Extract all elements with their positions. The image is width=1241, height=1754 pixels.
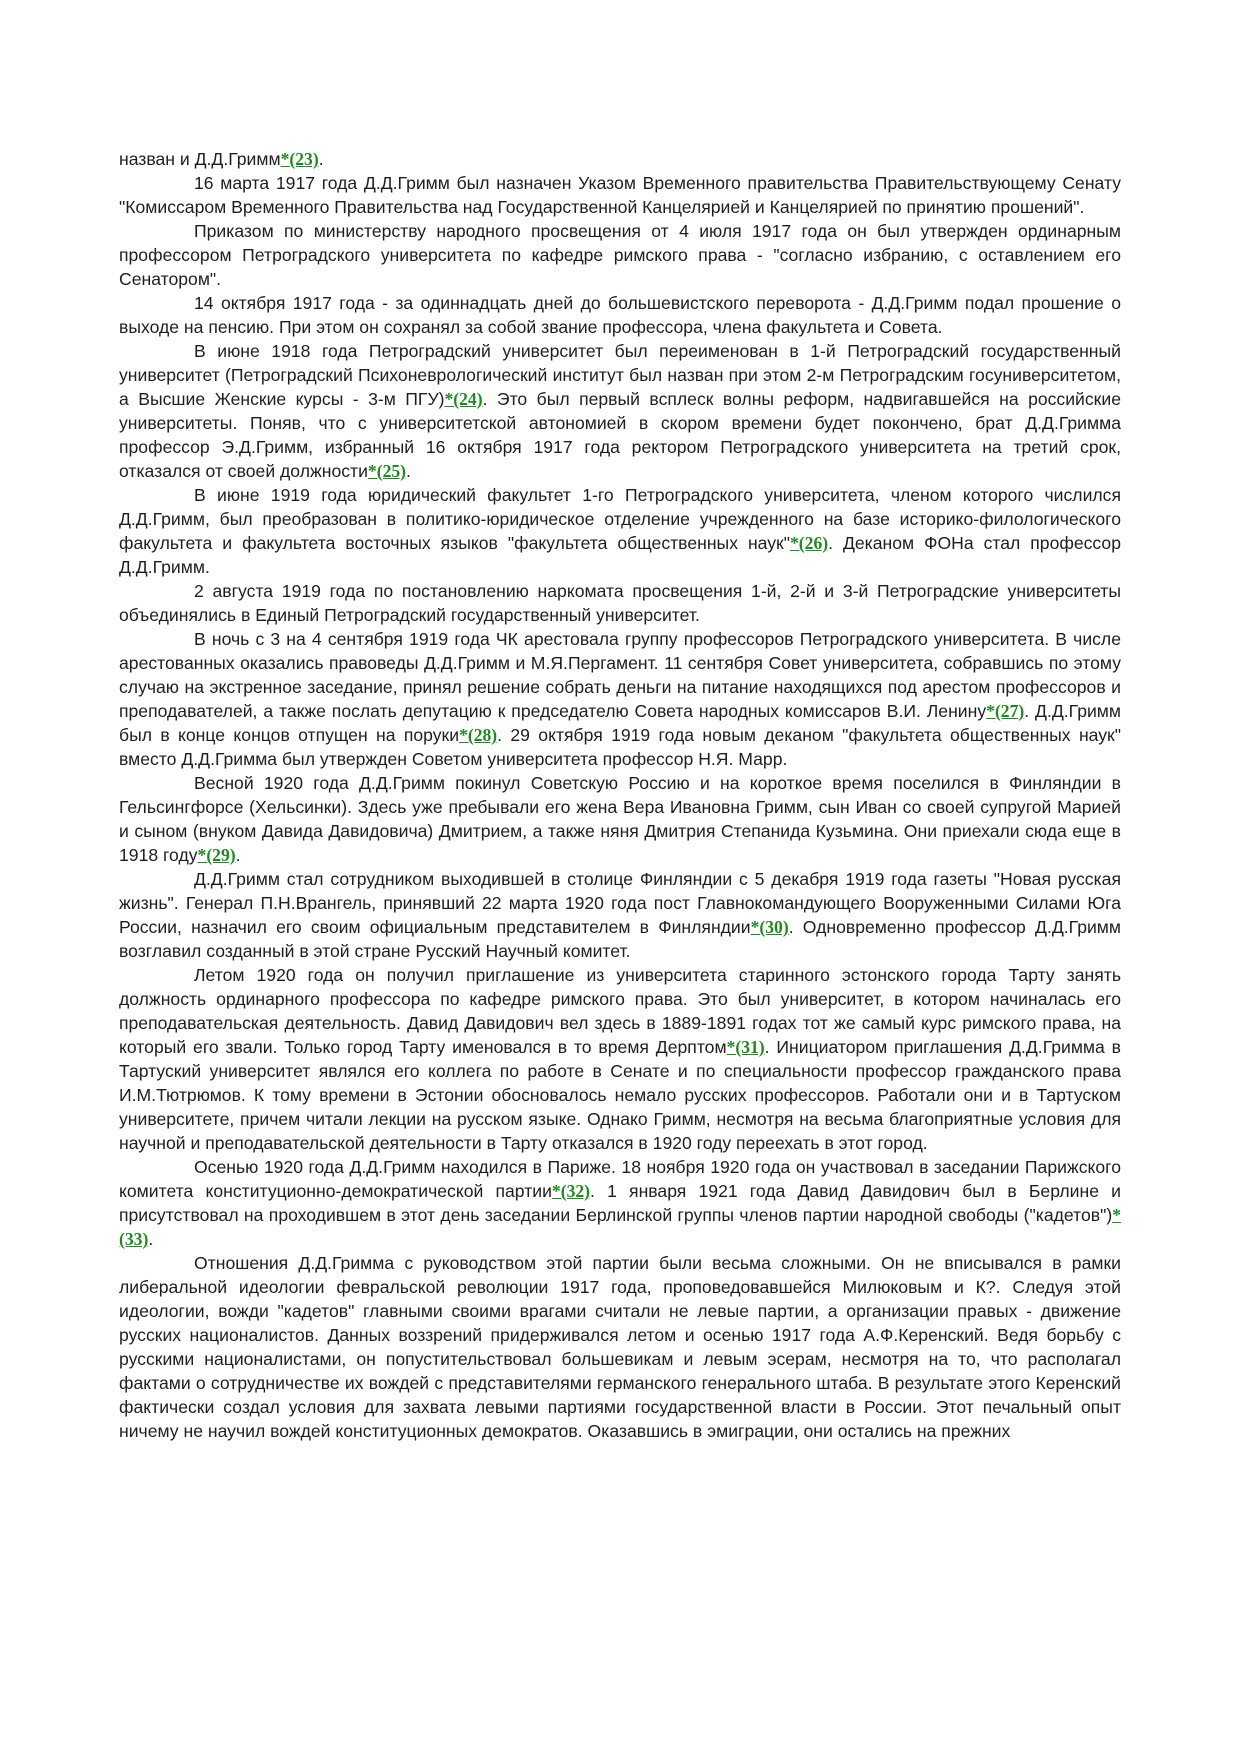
footnote-link[interactable]: *(31) — [726, 1037, 765, 1057]
paragraph-text: . Деканом ФОНа стал профессор Д.Д.Гримм. — [119, 533, 1121, 577]
paragraph-text: Отношения Д.Д.Гримма с руководством этой партии были весьма сложными. Он не вписывался в рамки либеральной идеологии февральской революции 1917 года, проповедовавшейся Милюковым и К?. Следуя этой идеологии, вожди "кадетов" главными своими врагами считали не левые партии, а организации правых - движение русских националистов. Данных воззрений придерживался летом и осенью 1917 года А.Ф.Керенский. Ведя борьбу с русскими националистами, он попустительствовал большевикам и левым эсерам, несмотря на то, что располагал фактами о сотрудничестве их вождей с представителями германского генерального штаба. В результате этого Керенский фактически создал условия для захвата левыми партиями государственной власти в России. Этот печальный опыт ничему не научил вождей конституционных демократов. Оказавшись в эмиграции, они остались на прежних — [119, 1253, 1121, 1441]
paragraph-text: . Одновременно профессор Д.Д.Гримм возглавил созданный в этой стране Русский Научный комитет. — [119, 917, 1121, 961]
paragraph-text: . — [235, 845, 241, 865]
footnote-link[interactable]: *(27) — [986, 701, 1025, 721]
paragraph — [119, 147, 1121, 171]
paragraph-text: Летом 1920 года он получил приглашение из университета старинного эстонского города Тарту занять должность ординарного профессора по кафедре римского права. Это был университет, в котором начиналась его преподавательская деятельность. Давид Давидович вел здесь в 1889-1891 годах тот же самый курс римского права, на который его звали. Только город Тарту именовался в то время Дерптом — [119, 965, 1121, 1057]
paragraph-text: В июне 1919 года юридический факультет 1-го Петроградского университета, членом которого числился Д.Д.Гримм, был преобразован в политико-юридическое отделение учрежденного на базе историко-филологического факультета и факультета восточных языков "факультета общественных наук" — [119, 485, 1121, 553]
footnote-link[interactable]: *(26) — [790, 533, 829, 553]
footnote-link[interactable]: *(33) — [119, 1205, 1121, 1249]
paragraph-text: назван и Д.Д.Гримм — [119, 149, 281, 169]
paragraph-text: . — [406, 461, 411, 481]
footnote-link[interactable]: *(24) — [444, 389, 483, 409]
paragraph — [119, 171, 1121, 219]
paragraph-text: В ночь с 3 на 4 сентября 1919 года ЧК арестовала группу профессоров Петроградского университета. В числе арестованных оказались правоведы Д.Д.Гримм и М.Я.Пергамент. 11 сентября Совет университета, собравшись по этому случаю на экстренное заседание, принял решение собрать деньги на питание находящихся под арестом профессоров и преподавателей, а также послать депутацию к председателю Совета народных комиссаров В.И. Ленину — [119, 629, 1121, 721]
paragraph — [119, 963, 1121, 1155]
document-body — [119, 147, 1121, 1443]
footnote-link[interactable]: *(25) — [367, 461, 407, 481]
paragraph-text: Осенью 1920 года Д.Д.Гримм находился в Париже. 18 ноября 1920 года он участвовал в заседании Парижского комитета конституционно-демократической партии — [119, 1157, 1121, 1201]
paragraph — [119, 483, 1121, 579]
paragraph-text: . Инициатором приглашения Д.Д.Гримма в Тартуский университет являлся его коллега по работе в Сенате и по специальности профессор гражданского права И.М.Тютрюмов. К тому времени в Эстонии обосновалось немало русских профессоров. Работали они и в Тартуском университете, причем читали лекции на русском языке. Однако Гримм, несмотря на весьма благоприятные условия для научной и преподавательской деятельности в Тарту отказался в 1920 году переехать в этот город. — [119, 1037, 1122, 1153]
paragraph-text: Весной 1920 года Д.Д.Гримм покинул Советскую Россию и на короткое время поселился в Финляндии в Гельсингфорсе (Хельсинки). Здесь уже пребывали его жена Вера Ивановна Гримм, сын Иван со своей супругой Марией и сыном (внуком Давида Давидовича) Дмитрием, а также няня Дмитрия Степанида Кузьмина. Они приехали сюда еще в 1918 году — [119, 773, 1121, 865]
paragraph — [119, 579, 1121, 627]
paragraph-text: . — [148, 1229, 154, 1249]
footnote-link[interactable]: *(29) — [197, 845, 236, 865]
footnote-link[interactable]: *(28) — [459, 725, 498, 745]
paragraph-text: 14 октября 1917 года - за одиннадцать дней до большевистского переворота - Д.Д.Гримм подал прошение о выходе на пенсию. При этом он сохранял за собой звание профессора, члена факультета и Совета. — [119, 293, 1121, 337]
paragraph — [119, 627, 1121, 771]
footnote-link[interactable]: *(32) — [551, 1181, 591, 1201]
paragraph — [119, 339, 1121, 483]
footnote-link[interactable]: *(23) — [280, 149, 319, 169]
paragraph-text: . 29 октября 1919 года новым деканом "факультета общественных наук" вместо Д.Д.Гримма был утвержден Советом университета профессор Н.Я. Марр. — [119, 725, 1121, 769]
paragraph-text: . Д.Д.Гримм был в конце концов отпущен на поруки — [119, 701, 1121, 745]
paragraph — [119, 291, 1121, 339]
paragraph — [119, 219, 1121, 291]
paragraph-text: . 1 января 1921 года Давид Давидович был в Берлине и присутствовал на проходившем в этот день заседании Берлинской группы членов партии народной свободы ("кадетов") — [119, 1181, 1121, 1225]
paragraph — [119, 867, 1121, 963]
footnote-link[interactable]: *(30) — [750, 917, 789, 937]
paragraph-text: . Это был первый всплеск волны реформ, надвигавшейся на российские университеты. Поняв, что с университетской автономией в скором времени будет покончено, брат Д.Д.Гримма профессор Э.Д.Гримм, избранный 16 октября 1917 года ректором Петроградского университета на третий срок, отказался от своей должности — [119, 389, 1121, 481]
paragraph — [119, 1251, 1121, 1443]
paragraph — [119, 771, 1121, 867]
paragraph-text: Д.Д.Гримм стал сотрудником выходившей в столице Финляндии с 5 декабря 1919 года газеты "Новая русская жизнь". Генерал П.Н.Врангель, принявший 22 марта 1920 года пост Главнокомандующего Вооруженными Силами Юга России, назначил его своим официальным представителем в Финляндии — [119, 869, 1121, 937]
paragraph-text: 16 марта 1917 года Д.Д.Гримм был назначен Указом Временного правительства Правительствующему Сенату "Комиссаром Временного Правительства над Государственной Канцелярией и Канцелярией по принятию прошений". — [119, 173, 1121, 217]
paragraph-text: В июне 1918 года Петроградский университет был переименован в 1-й Петроградский государственный университет (Петроградский Психоневрологический институт был назван при этом 2-м Петроградским госуниверситетом, а Высшие Женские курсы - 3-м ПГУ) — [119, 341, 1121, 409]
paragraph-text: Приказом по министерству народного просвещения от 4 июля 1917 года он был утвержден ординарным профессором Петроградского университета по кафедре римского права - "согласно избранию, с оставлением его Сенатором". — [119, 221, 1121, 289]
paragraph-text: 2 августа 1919 года по постановлению наркомата просвещения 1-й, 2-й и 3-й Петроградские университеты объединялись в Единый Петроградский государственный университет. — [119, 581, 1121, 625]
paragraph-text: . — [318, 149, 324, 169]
paragraph — [119, 1155, 1121, 1251]
